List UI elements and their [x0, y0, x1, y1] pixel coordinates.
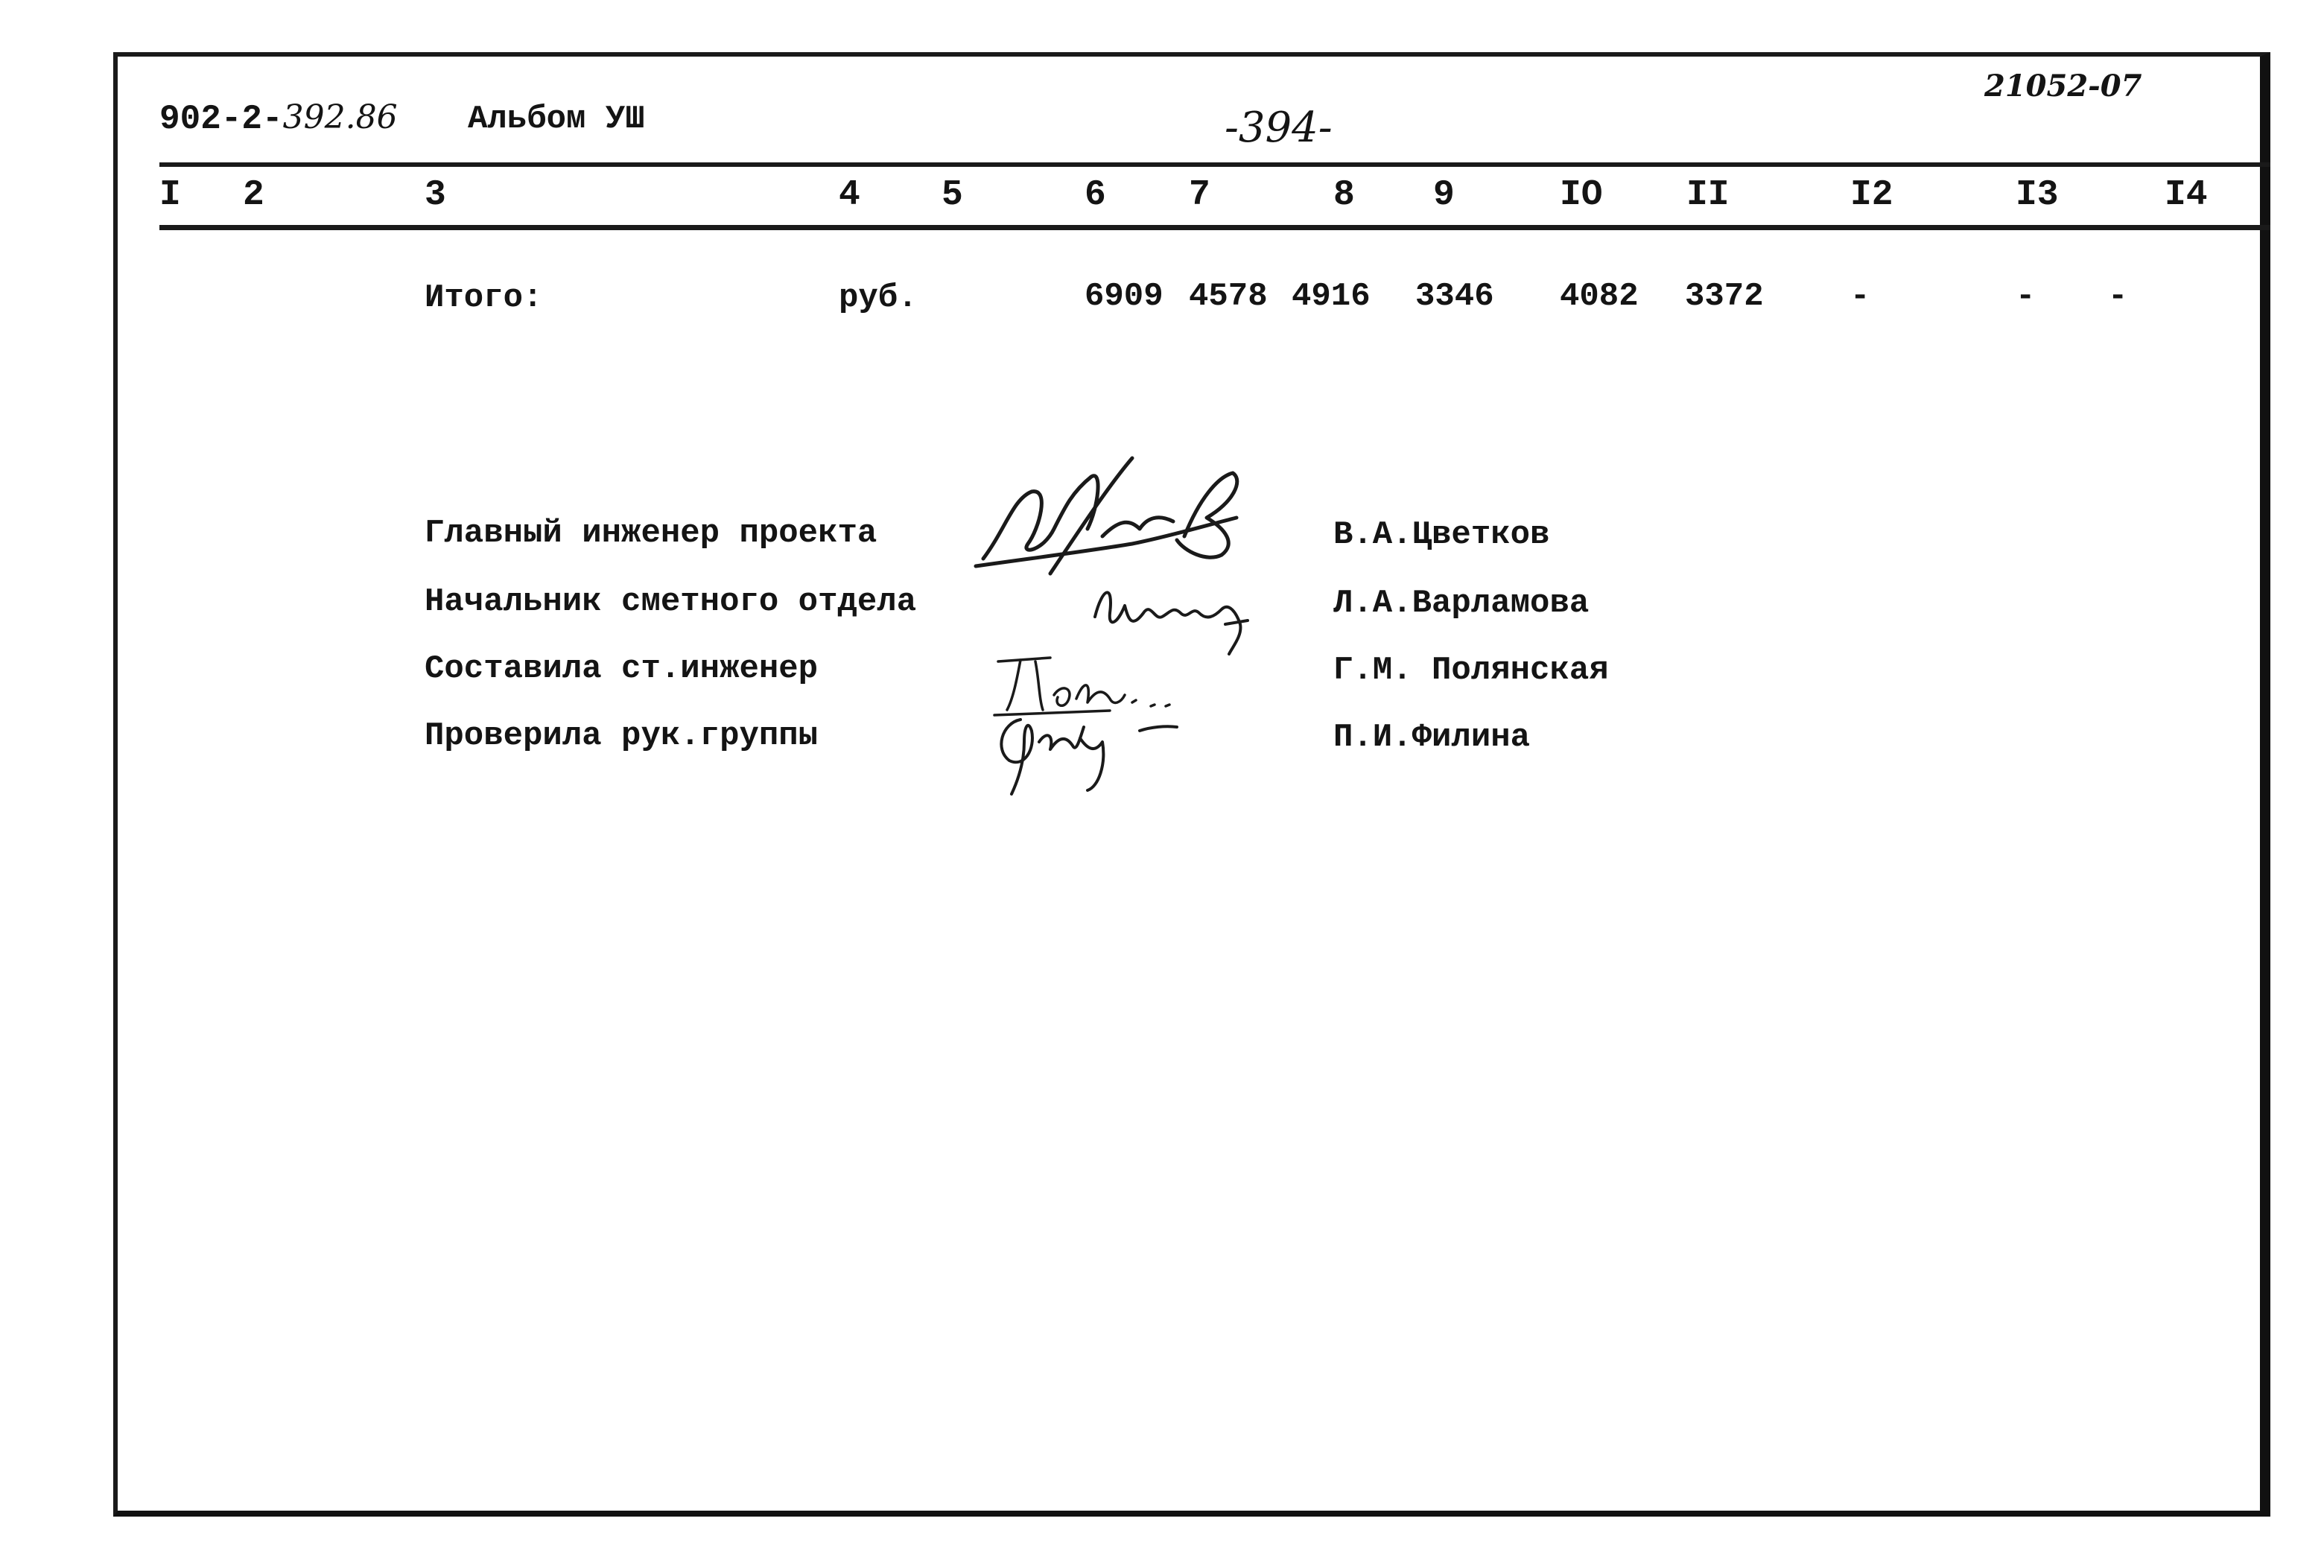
col-header-9: 9	[1433, 175, 1455, 215]
col-header-12: I2	[1850, 175, 1893, 215]
columns-rule	[159, 225, 2270, 230]
col-header-2: 2	[243, 175, 264, 215]
doc-code	[159, 98, 398, 139]
total-col-12: -	[1850, 278, 1870, 315]
total-col-9: 3346	[1415, 278, 1494, 315]
col-header-4: 4	[839, 175, 860, 215]
col-header-13: I3	[2016, 175, 2059, 215]
doc-code-print: 902-2-	[159, 100, 283, 139]
total-label: Итого:	[425, 279, 543, 317]
total-col-11: 3372	[1685, 278, 1764, 315]
signer-name-4: П.И.Филина	[1333, 719, 1531, 756]
inventory-number: 21052-07	[1984, 69, 2142, 104]
total-col-8: 4916	[1292, 278, 1371, 315]
total-col-10: 4082	[1560, 278, 1639, 315]
signer-position-4: Проверила рук.группы	[425, 717, 819, 755]
doc-code-hand: 392.86	[282, 98, 398, 136]
col-header-6: 6	[1085, 175, 1106, 215]
col-header-10: IO	[1560, 175, 1603, 215]
col-header-11: II	[1686, 175, 1730, 215]
signer-name-2: Л.А.Варламова	[1333, 585, 1590, 622]
col-header-14: I4	[2165, 175, 2208, 215]
page-frame	[113, 52, 2270, 1517]
total-unit: руб.	[839, 279, 918, 317]
total-col-7: 4578	[1189, 278, 1268, 315]
signer-position-2: Начальник сметного отдела	[425, 583, 917, 620]
signer-name-3: Г.М. Полянская	[1333, 652, 1609, 689]
total-col-6: 6909	[1085, 278, 1163, 315]
col-header-5: 5	[942, 175, 963, 215]
total-col-13: -	[2016, 278, 2036, 315]
album-label: Альбом УШ	[468, 101, 645, 138]
header-rule	[159, 162, 2270, 167]
signer-position-1: Главный инженер проекта	[425, 515, 877, 552]
page-number: -394-	[1225, 104, 1333, 152]
col-header-7: 7	[1189, 175, 1210, 215]
col-header-1: I	[159, 175, 181, 215]
signature-checker	[983, 697, 1192, 802]
signer-position-3: Составила ст.инженер	[425, 650, 819, 688]
signer-name-1: В.А.Цветков	[1333, 516, 1550, 553]
total-col-14: -	[2108, 278, 2128, 315]
col-header-3: 3	[425, 175, 446, 215]
col-header-8: 8	[1333, 175, 1355, 215]
